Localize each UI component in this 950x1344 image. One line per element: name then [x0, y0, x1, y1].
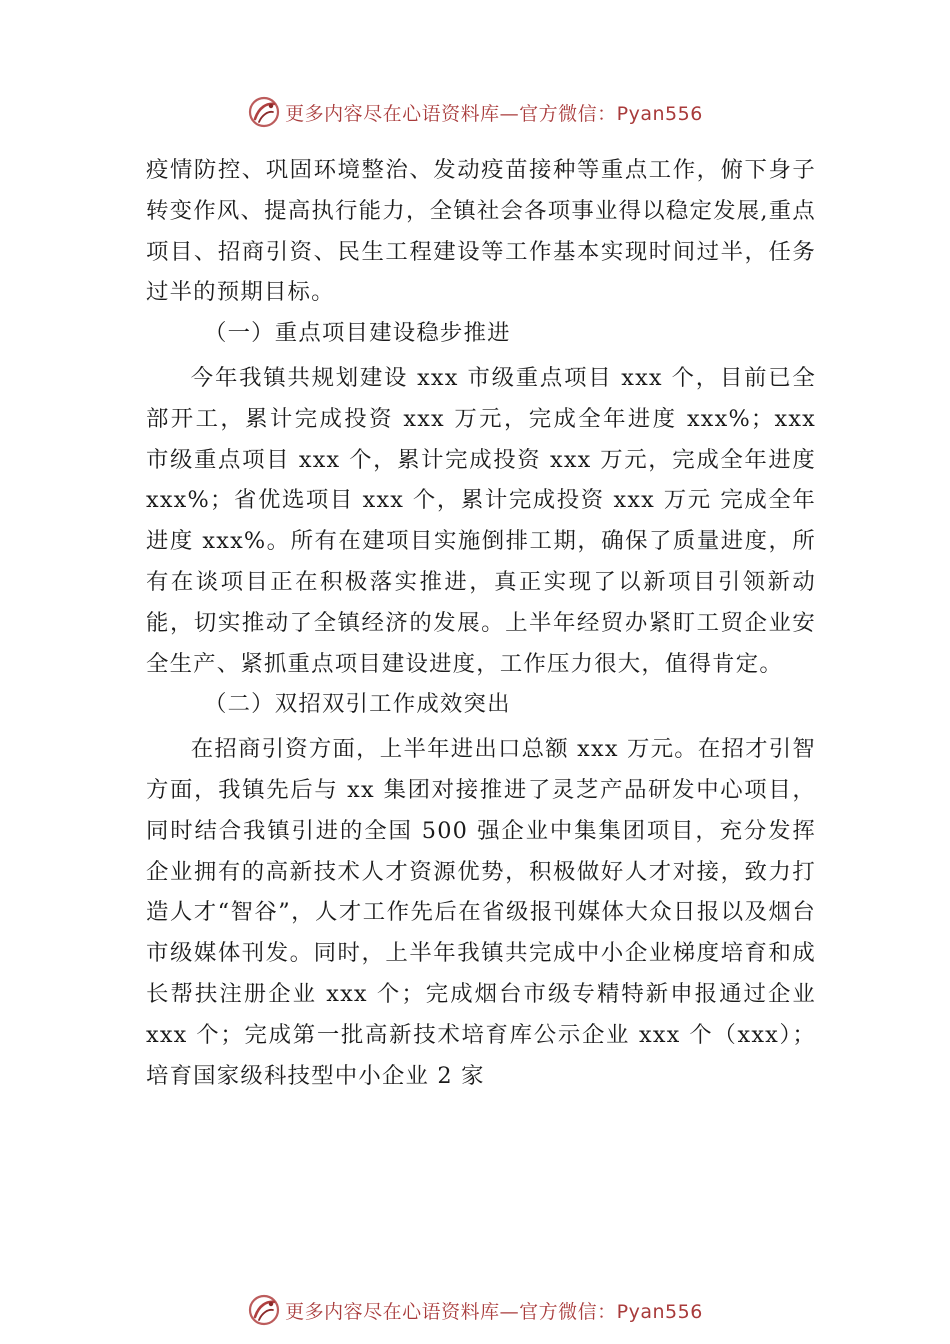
watermark-text: 更多内容尽在心语资料库—官方微信：Pyan556 [285, 102, 703, 125]
watermark-text: 更多内容尽在心语资料库—官方微信：Pyan556 [285, 1300, 703, 1323]
footer-watermark [0, 1290, 950, 1330]
paragraph-investment-talent: 在招商引资方面，上半年进出口总额 xxx 万元。在招才引智方面，我镇先后与 xx 集团对接推进了灵芝产品研发中心项目，同时结合我镇引进的全国 500 强企业中集集团项目，充分发挥企业拥有的高新技术人才资源优势，积极做好人才对接，致力打造人才“智谷”，人才工作先后在省级报刊媒体大众日报以及烟台市级媒体刊发。同时，上半年我镇共完成中小企业梯度培育和成长帮扶注册企业 xxx 个；完成烟台市级专精特新申报通过企业 xxx 个；完成第一批高新技术培育库公示企业 xxx 个（xxx）；培育国家级科技型中小企业 2 家 [146, 736, 816, 1089]
brush-seal-icon [247, 95, 281, 129]
document-body [146, 150, 816, 1096]
section-heading-2: （二）双招双引工作成效突出 [204, 691, 511, 718]
section-heading-1: （一）重点项目建设稳步推进 [204, 320, 511, 347]
brush-seal-icon [247, 1293, 281, 1327]
paragraph-intro: 疫情防控、巩固环境整治、发动疫苗接种等重点工作，俯下身子转变作风、提高执行能力，全镇社会各项事业得以稳定发展,重点项目、招商引资、民生工程建设等工作基本实现时间过半，任务过半的预期目标。 [146, 157, 816, 306]
header-watermark [0, 92, 950, 132]
paragraph-key-projects: 今年我镇共规划建设 xxx 市级重点项目 xxx 个，目前已全部开工，累计完成投资 xxx 万元，完成全年进度 xxx%；xxx 市级重点项目 xxx 个，累计完成投资 xxx 万元，完成全年进度 xxx%；省优选项目 xxx 个，累计完成投资 xxx 万元 完成全年进度 xxx%。所有在建项目实施倒排工期，确保了质量进度，所有在谈项目正在积极落实推进，真正实现了以新项目引领新动能，切实推动了全镇经济的发展。上半年经贸办紧盯工贸企业安全生产、紧抓重点项目建设进度，工作压力很大，值得肯定。 [146, 364, 816, 677]
